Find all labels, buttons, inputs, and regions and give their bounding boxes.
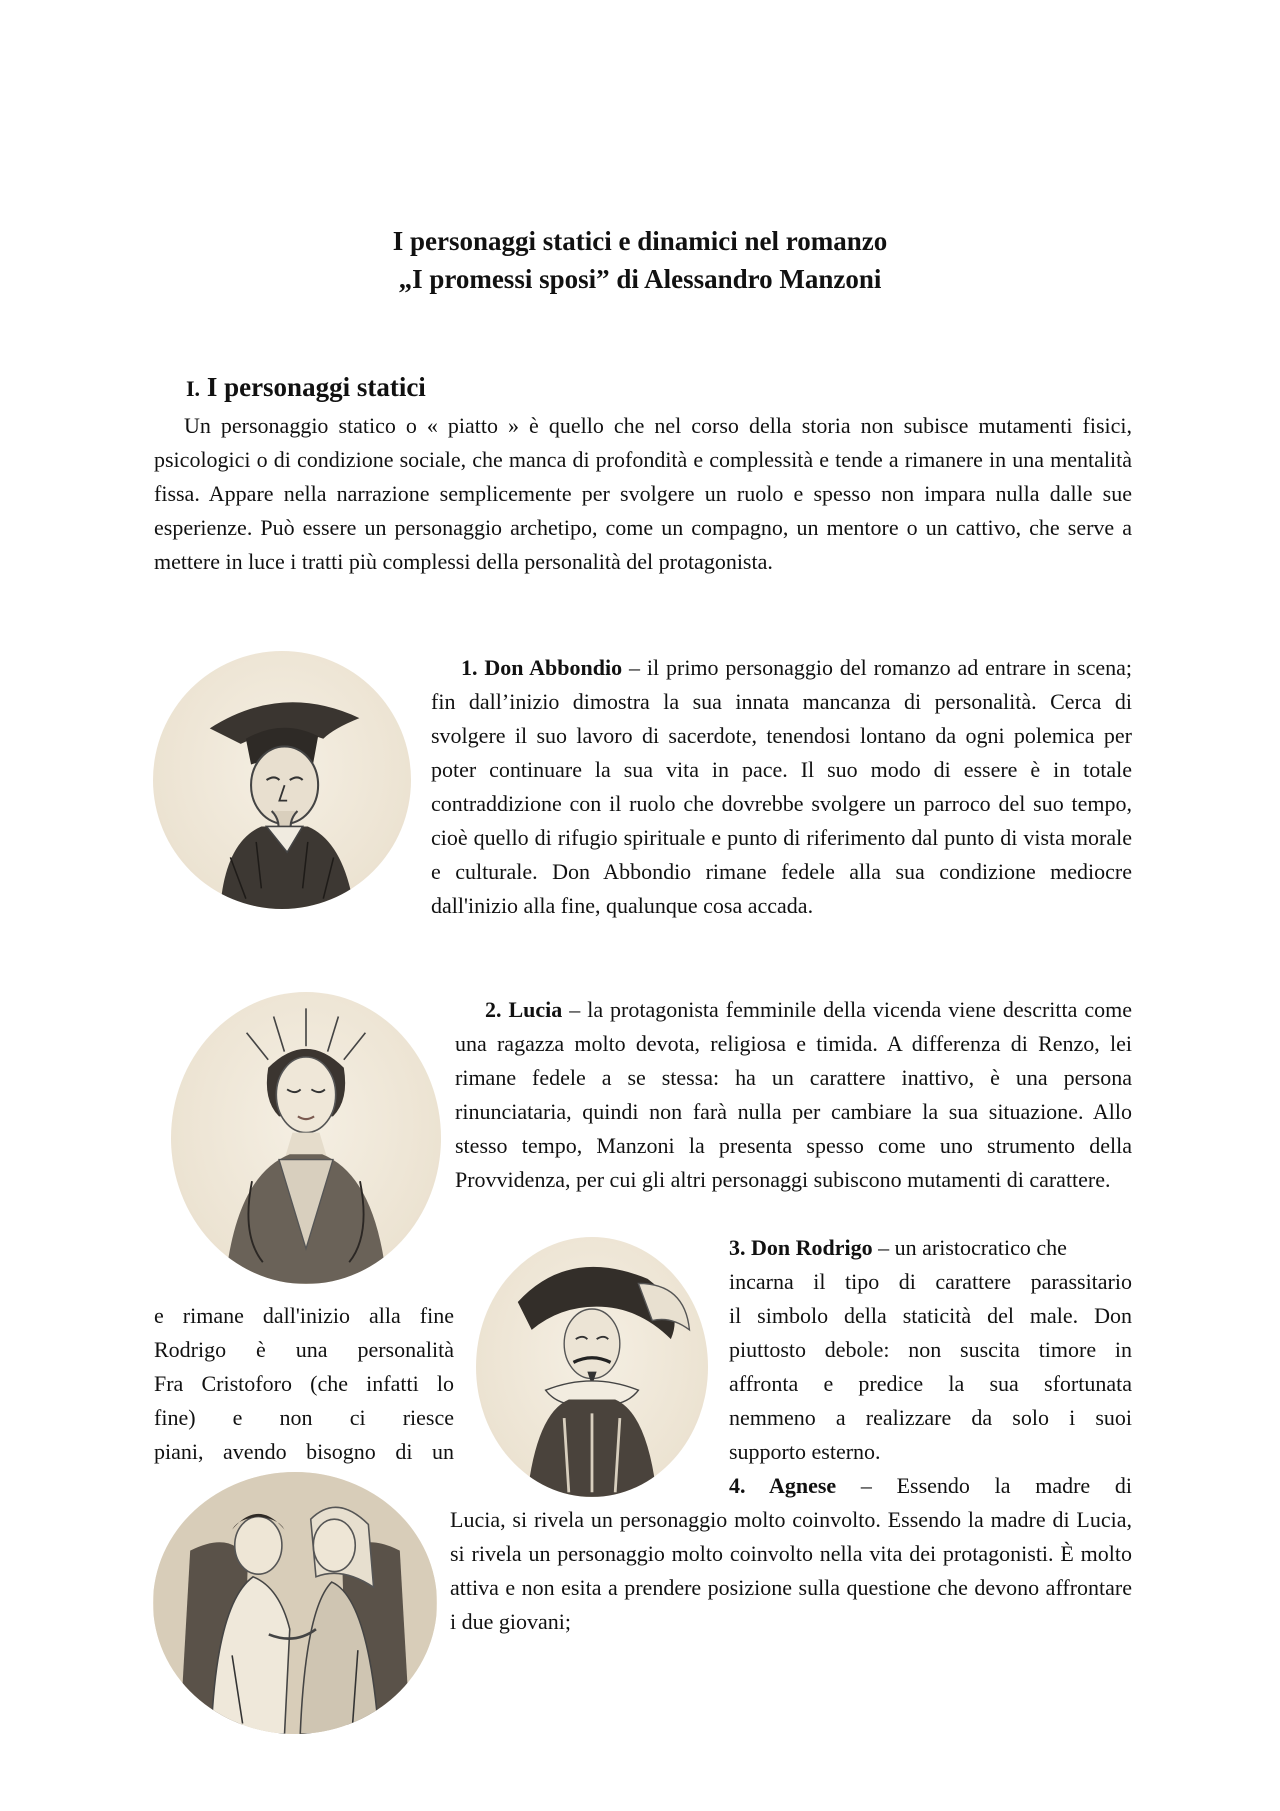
don-rodrigo-illustration (476, 1237, 708, 1497)
don-rodrigo-text-l0: e rimane dall'inizio alla fine (154, 1303, 454, 1328)
section-heading (186, 372, 426, 403)
section-number: I. (186, 376, 201, 401)
don-rodrigo-text-r2: il simbolo della staticità del male. Don (729, 1303, 1132, 1328)
don-abbondio-paragraph (431, 651, 1132, 923)
agnese-label: 4. Agnese (729, 1473, 837, 1498)
don-abbondio-portrait (153, 651, 411, 909)
don-rodrigo-portrait (476, 1237, 708, 1497)
lucia-text: – la protagonista femminile della vicenda viene descritta come una ragazza molto devota, religiosa e timida. A differenza di Renzo, lei rimane fedele a se stessa: ha un carattere inattivo, è una persona rinunciataria, quindi non farà nulla per cambiare la sua situazione. Allo stesso tempo, Manzoni la presenta spesso come uno strumento della Provvidenza, per cui gli altri personaggi subiscono mutamenti di carattere. (455, 997, 1132, 1192)
section-heading-text: I personaggi statici (206, 372, 426, 402)
don-rodrigo-text-l2: Fra Cristoforo (che infatti lo (154, 1371, 454, 1396)
don-rodrigo-text-r0: – un aristocratico che (872, 1235, 1067, 1260)
lucia-illustration (171, 992, 441, 1284)
title-line-2: „I promessi sposi” di Alessandro Manzoni (398, 264, 882, 294)
don-abbondio-illustration (153, 651, 411, 909)
title-line-1: I personaggi statici e dinamici nel romanzo (392, 226, 888, 256)
intro-paragraph (154, 409, 1132, 579)
document-title (0, 222, 1280, 298)
don-abbondio-label: 1. Don Abbondio (461, 655, 623, 680)
lucia-label: 2. Lucia (485, 997, 563, 1022)
don-rodrigo-text-r3: piuttosto debole: non suscita timore in (729, 1337, 1132, 1362)
lucia-paragraph (455, 993, 1132, 1197)
agnese-portrait (153, 1472, 437, 1734)
agnese-text: Lucia, si rivela un personaggio molto coinvolto. Essendo la madre di Lucia, si rivela un personaggio molto coinvolto nella vita dei protagonisti. È molto attiva e non esita a prendere posizione sulla questione che devono affrontare i due giovani; (450, 1507, 1132, 1634)
don-rodrigo-text-l1: Rodrigo è una personalità (154, 1337, 454, 1362)
don-rodrigo-text-r5: nemmeno a realizzare da solo i suoi (729, 1405, 1132, 1430)
agnese-text-first: – Essendo la madre di (836, 1473, 1132, 1498)
agnese-illustration (153, 1472, 437, 1734)
intro-text: Un personaggio statico o « piatto » è quello che nel corso della storia non subisce mutamenti fisici, psicologici o di condizione sociale, che manca di profondità e complessità e tende a rimanere in una mentalità fissa. Appare nella narrazione semplicemente per svolgere un ruolo e spesso non impara nulla dalle sue esperienze. Può essere un personaggio archetipo, come un compagno, un mentore o un cattivo, che serve a mettere in luce i tratti più complessi della personalità del protagonista. (154, 413, 1132, 574)
don-rodrigo-text-l4: piani, avendo bisogno di un (154, 1439, 454, 1464)
don-rodrigo-text-r4: affronta e predice la sua sfortunata (729, 1371, 1132, 1396)
don-rodrigo-label: 3. Don Rodrigo (729, 1235, 873, 1260)
don-rodrigo-text-l3: fine) e non ci riesce (154, 1405, 454, 1430)
don-abbondio-text: – il primo personaggio del romanzo ad entrare in scena; fin dall’inizio dimostra la sua innata mancanza di personalità. Cerca di svolgere il suo lavoro di sacerdote, tenendosi lontano da ogni polemica per poter continuare la sua vita in pace. Il suo modo di essere è in totale contraddizione con il ruolo che dovrebbe svolgere un parroco del suo tempo, cioè quello di rifugio spirituale e punto di riferimento dal punto di vista morale e culturale. Don Abbondio rimane fedele alla sua condizione mediocre dall'inizio alla fine, qualunque cosa accada. (431, 655, 1132, 918)
don-rodrigo-text-r1: incarna il tipo di carattere parassitario (729, 1269, 1132, 1294)
don-rodrigo-text-r6: supporto esterno. (729, 1439, 881, 1464)
lucia-portrait (171, 992, 441, 1284)
